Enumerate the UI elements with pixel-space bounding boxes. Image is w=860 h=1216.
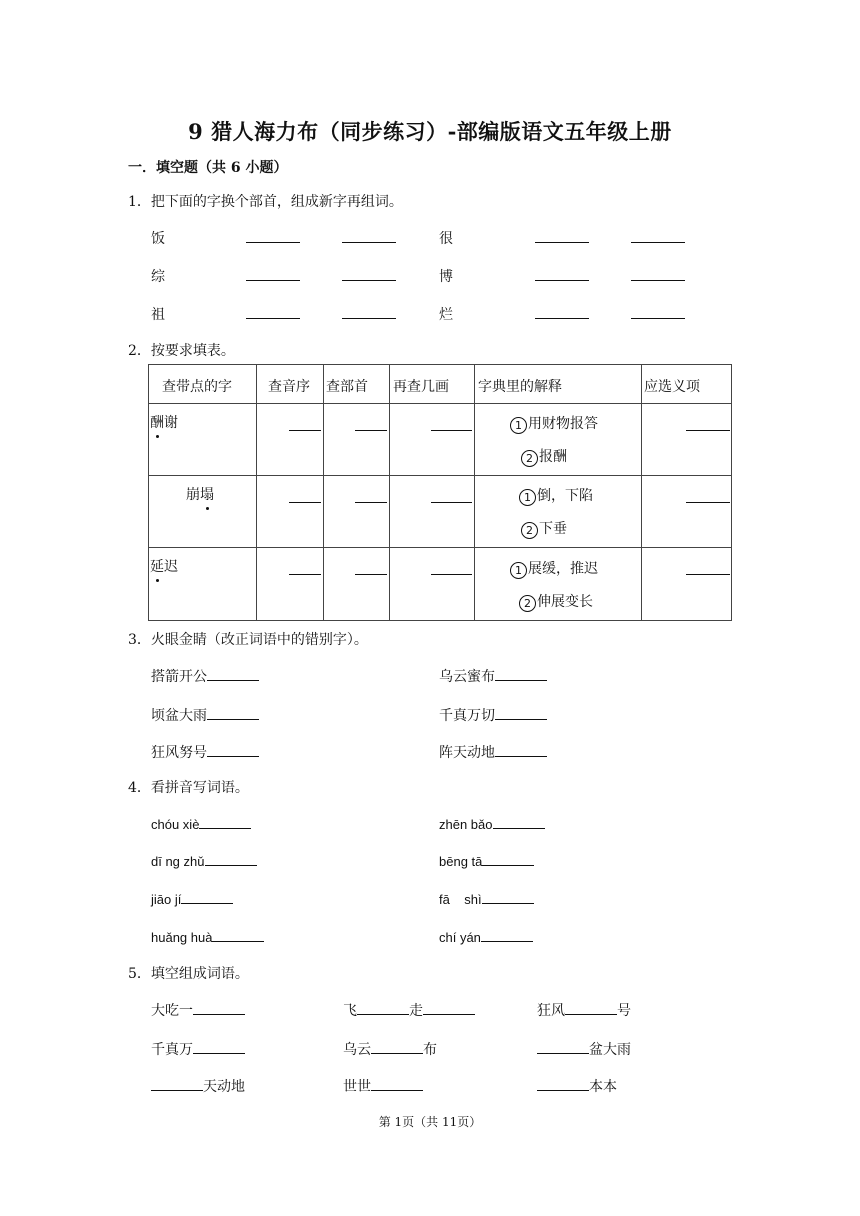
idiom-item: 搭箭开公	[151, 666, 259, 686]
question-5-prompt: 5．填空组成词语。	[128, 966, 249, 982]
fill-item: 飞 走	[343, 1000, 475, 1020]
answer-blank[interactable]	[193, 1040, 245, 1054]
answer-blank[interactable]	[246, 318, 300, 319]
question-4-prompt: 4．看拼音写词语。	[128, 780, 249, 796]
answer-blank[interactable]	[151, 1077, 203, 1091]
table-word: 崩塌	[186, 484, 214, 504]
q1-char: 烂	[439, 307, 453, 323]
answer-blank[interactable]	[631, 318, 685, 319]
q1-char: 很	[439, 231, 453, 247]
idiom-item: 乌云蜜布	[439, 666, 547, 686]
pinyin-item: zhēn bǎo	[439, 815, 545, 833]
fill-item: 乌云 布	[343, 1042, 437, 1058]
answer-blank[interactable]	[342, 280, 396, 281]
table-header: 查音序	[268, 379, 310, 395]
answer-blank[interactable]	[537, 1077, 589, 1091]
answer-blank[interactable]	[355, 502, 387, 503]
answer-blank[interactable]	[565, 1001, 617, 1015]
answer-blank[interactable]	[289, 502, 321, 503]
fill-item: 大吃一	[151, 1000, 245, 1020]
answer-blank[interactable]	[289, 574, 321, 575]
answer-blank[interactable]	[431, 574, 472, 575]
answer-blank[interactable]	[493, 815, 545, 829]
pinyin-item: chóu xiè	[151, 815, 251, 833]
q1-char: 饭	[151, 231, 165, 247]
answer-blank[interactable]	[207, 706, 259, 720]
fill-item: 世世	[343, 1076, 423, 1096]
pinyin-item: fā shì	[439, 890, 534, 908]
answer-blank[interactable]	[431, 502, 472, 503]
answer-blank[interactable]	[686, 502, 730, 503]
document-title: 9 猎人海力布（同步练习）-部编版语文五年级上册	[188, 119, 672, 144]
answer-blank[interactable]	[535, 280, 589, 281]
fill-item: 狂风 号	[537, 1003, 631, 1019]
answer-blank[interactable]	[423, 1001, 475, 1015]
dictionary-table	[148, 364, 732, 621]
table-header: 查带点的字	[162, 379, 232, 395]
answer-blank[interactable]	[535, 242, 589, 243]
meaning-option: 1 倒，下陷	[519, 485, 593, 506]
meaning-option: 2 报酬	[521, 446, 567, 467]
idiom-item: 顷盆大雨	[151, 705, 259, 725]
answer-blank[interactable]	[631, 242, 685, 243]
table-header: 字典里的解释	[478, 379, 562, 395]
answer-blank[interactable]	[535, 318, 589, 319]
answer-blank[interactable]	[371, 1040, 423, 1054]
table-header: 再查几画	[393, 379, 449, 395]
meaning-option: 2 下垂	[521, 518, 567, 539]
question-2-prompt: 2．按要求填表。	[128, 343, 235, 359]
pinyin-item: jiāo jí	[151, 890, 233, 908]
answer-blank[interactable]	[495, 743, 547, 757]
answer-blank[interactable]	[482, 852, 534, 866]
answer-blank[interactable]	[246, 242, 300, 243]
answer-blank[interactable]	[355, 430, 387, 431]
answer-blank[interactable]	[212, 928, 264, 942]
answer-blank[interactable]	[199, 815, 251, 829]
answer-blank[interactable]	[686, 574, 730, 575]
q1-char: 综	[151, 269, 165, 285]
pinyin-item: bēng tā	[439, 852, 534, 870]
q1-char: 博	[439, 269, 453, 285]
answer-blank[interactable]	[631, 280, 685, 281]
meaning-option: 1 用财物报答	[510, 413, 598, 434]
answer-blank[interactable]	[181, 890, 233, 904]
answer-blank[interactable]	[342, 318, 396, 319]
answer-blank[interactable]	[495, 667, 547, 681]
answer-blank[interactable]	[246, 280, 300, 281]
answer-blank[interactable]	[686, 430, 730, 431]
answer-blank[interactable]	[537, 1040, 589, 1054]
fill-item: 千真万	[151, 1039, 245, 1059]
page-footer: 第 1页（共 11页）	[378, 1115, 482, 1129]
answer-blank[interactable]	[193, 1001, 245, 1015]
answer-blank[interactable]	[342, 242, 396, 243]
answer-blank[interactable]	[371, 1077, 423, 1091]
question-3-prompt: 3．火眼金睛（改正词语中的错别字）。	[128, 632, 368, 648]
answer-blank[interactable]	[289, 430, 321, 431]
idiom-item: 阵天动地	[439, 742, 547, 762]
table-header: 应选义项	[644, 379, 700, 395]
fill-item: 盆大雨	[537, 1039, 631, 1059]
answer-blank[interactable]	[355, 574, 387, 575]
answer-blank[interactable]	[482, 890, 534, 904]
meaning-option: 2 伸展变长	[519, 591, 593, 612]
meaning-option: 1 展缓，推迟	[510, 558, 598, 579]
table-word: 延迟	[150, 556, 178, 576]
idiom-item: 狂风努号	[151, 742, 259, 762]
answer-blank[interactable]	[495, 706, 547, 720]
fill-item: 天动地	[151, 1076, 245, 1096]
idiom-item: 千真万切	[439, 705, 547, 725]
pinyin-item: chí yán	[439, 928, 533, 946]
answer-blank[interactable]	[205, 852, 257, 866]
answer-blank[interactable]	[207, 743, 259, 757]
table-word: 酬谢	[150, 412, 178, 432]
table-header: 查部首	[326, 379, 368, 395]
answer-blank[interactable]	[481, 928, 533, 942]
fill-item: 本本	[537, 1076, 617, 1096]
pinyin-item: dī ng zhǔ	[151, 852, 257, 870]
answer-blank[interactable]	[431, 430, 472, 431]
pinyin-item: huǎng huà	[151, 928, 264, 946]
section-heading: 一．填空题（共 6 小题）	[128, 160, 288, 176]
question-1-prompt: 1．把下面的字换个部首，组成新字再组词。	[128, 194, 403, 210]
answer-blank[interactable]	[357, 1001, 409, 1015]
answer-blank[interactable]	[207, 667, 259, 681]
q1-char: 祖	[151, 307, 165, 323]
